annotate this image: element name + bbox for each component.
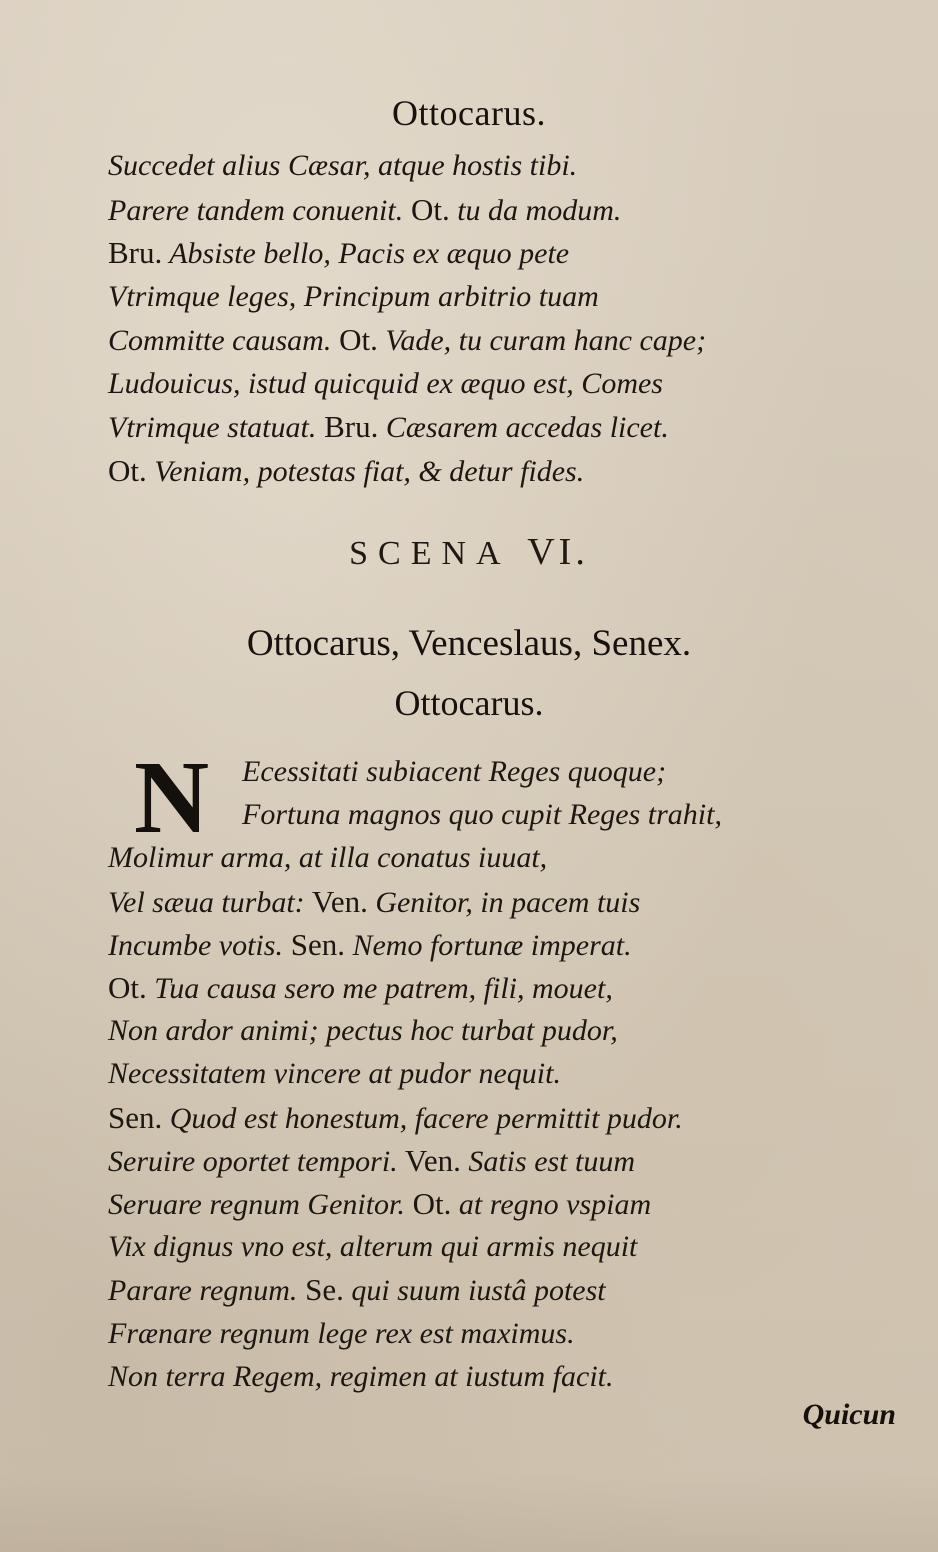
- verse-text: Cæsarem accedas licet.: [378, 411, 669, 444]
- verse-text: Parare regnum.: [108, 1274, 298, 1308]
- drop-cap-letter: N: [134, 740, 210, 855]
- verse-line: [242, 752, 666, 792]
- verse-line: [108, 1357, 614, 1397]
- verse-text: Seruire oportet tempori.: [108, 1144, 398, 1178]
- verse-line: [108, 968, 613, 1008]
- verse-line: [108, 1011, 618, 1051]
- verse-text: Genitor, in pacem tuis: [367, 885, 641, 919]
- scene-heading: [0, 530, 938, 574]
- page-shadow: [0, 1472, 938, 1552]
- verse-line: [108, 146, 577, 186]
- verse-text: tu da modum.: [449, 193, 622, 227]
- verse-line: [108, 233, 569, 273]
- verse-text: Non ardor animi; pectus hoc turbat pudor,: [108, 1014, 618, 1048]
- scene-numeral: VI.: [527, 531, 589, 573]
- verse-text: Non terra Regem, regimen at iustum facit.: [108, 1359, 614, 1393]
- verse-text: Satis est tuum: [460, 1144, 636, 1178]
- speaker-abbrev: Sen.: [108, 1099, 163, 1135]
- speaker-abbrev: Ven.: [304, 883, 368, 919]
- verse-line: [108, 1054, 561, 1094]
- verse-text: Vtrimque leges, Principum arbitrio tuam: [108, 279, 599, 313]
- scene-word: SCENA: [349, 535, 509, 572]
- verse-text: Nemo fortunæ imperat.: [344, 928, 632, 962]
- verse-line: [108, 190, 621, 230]
- verse-line: [108, 1184, 651, 1224]
- verse-line: [108, 1098, 683, 1138]
- verse-line: [108, 320, 706, 360]
- verse-text: Succedet alius Cæsar, atque hostis tibi.: [108, 149, 578, 182]
- verse-text: Frænare regnum lege rex est maximus.: [108, 1316, 575, 1350]
- verse-text: qui suum iustâ potest: [343, 1274, 606, 1308]
- verse-line: [108, 364, 663, 404]
- speaker-abbrev: Ot.: [331, 322, 378, 357]
- verse-text: Incumbe votis.: [108, 928, 283, 962]
- verse-text: Fortuna magnos quo cupit Reges trahit,: [242, 798, 722, 832]
- speaker-heading-ottocarus-2: Ottocarus.: [394, 683, 544, 723]
- verse-text: Vel sæua turbat:: [108, 885, 305, 919]
- verse-line: [108, 277, 599, 317]
- verse-line: [108, 1141, 635, 1181]
- verse-text: Seruare regnum Genitor.: [108, 1188, 405, 1221]
- dramatis-personae: Ottocarus, Venceslaus, Senex.: [246, 623, 692, 664]
- verse-text: Molimur arma, at illa conatus iuuat,: [108, 841, 548, 875]
- speaker-abbrev: Se.: [297, 1272, 344, 1308]
- verse-text: Quod est honestum, facere permittit pudor.: [162, 1101, 683, 1135]
- speaker-abbrev: Ven.: [397, 1142, 461, 1178]
- verse-text: Ecessitati subiacent Reges quoque;: [242, 755, 667, 788]
- verse-text: Vix dignus vno est, alterum qui armis nequit: [108, 1230, 638, 1264]
- speaker-abbrev: Bru.: [316, 409, 379, 444]
- verse-text: Necessitatem vincere at pudor nequit.: [108, 1057, 561, 1091]
- verse-text: Parere tandem conuenit.: [108, 193, 404, 227]
- speaker-abbrev: Ot.: [108, 970, 147, 1005]
- speaker-abbrev: Sen.: [282, 926, 345, 962]
- verse-text: Veniam, potestas fiat, & detur fides.: [146, 454, 585, 488]
- verse-text: Absiste bello, Pacis ex æquo pete: [162, 237, 570, 270]
- verse-line: [108, 1314, 575, 1354]
- verse-line: [242, 795, 722, 835]
- verse-line: [108, 1227, 637, 1267]
- verse-text: Committe causam.: [108, 324, 332, 357]
- verse-line: [108, 1270, 606, 1310]
- catchword: Quicun: [802, 1398, 896, 1431]
- speaker-abbrev: Ot.: [404, 1186, 452, 1221]
- verse-text: Ludouicus, istud quicquid ex æquo est, Comes: [108, 366, 663, 400]
- verse-line: [108, 838, 547, 878]
- verse-line: [108, 407, 669, 447]
- verse-text: Tua causa sero me patrem, fili, mouet,: [146, 972, 613, 1005]
- verse-text: Vtrimque statuat.: [108, 411, 317, 444]
- speaker-abbrev: Bru.: [108, 235, 163, 270]
- speaker-abbrev: Ot.: [403, 191, 450, 227]
- speaker-heading-ottocarus: Ottocarus.: [392, 93, 546, 133]
- verse-line: [108, 451, 584, 491]
- verse-text: at regno vspiam: [451, 1188, 652, 1221]
- verse-line: [108, 882, 640, 922]
- verse-text: Vade, tu curam hanc cape;: [377, 324, 707, 357]
- verse-line: [108, 925, 632, 965]
- speaker-abbrev: Ot.: [108, 452, 147, 488]
